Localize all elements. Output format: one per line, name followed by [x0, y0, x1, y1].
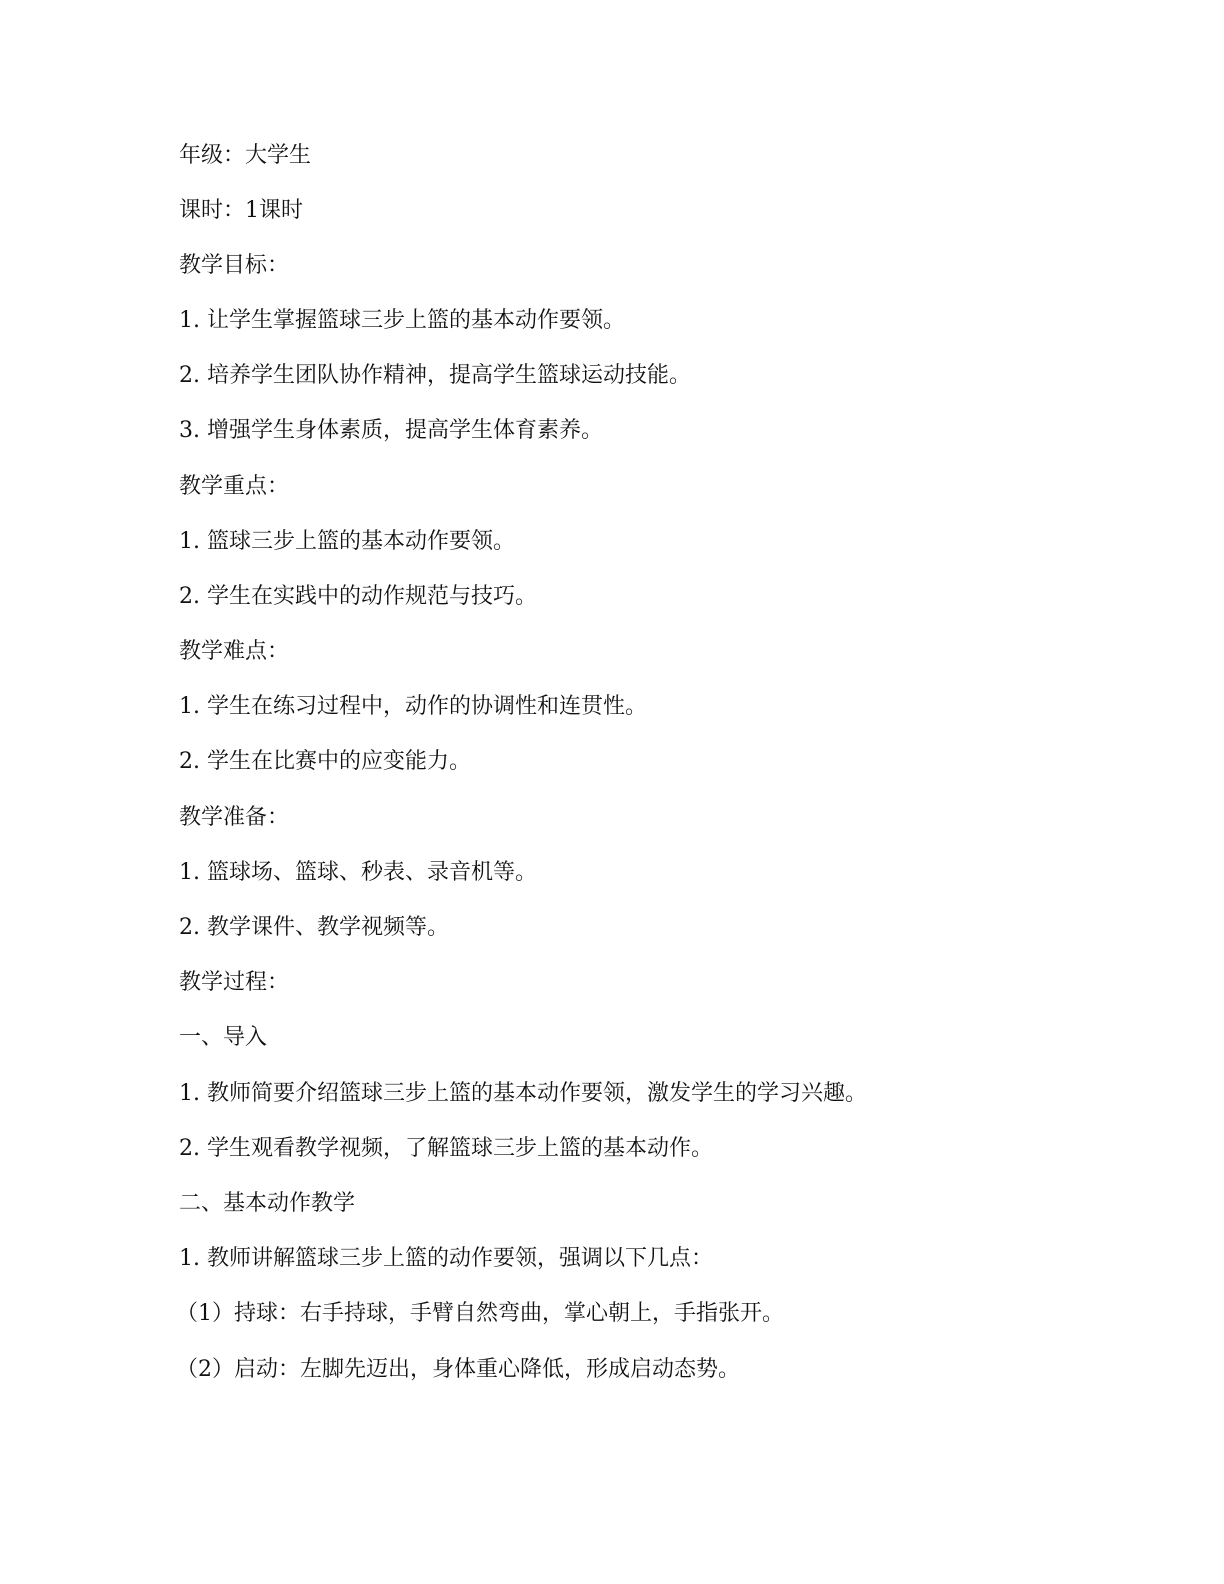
key-point-item: 2. 学生在实践中的动作规范与技巧。	[179, 584, 537, 609]
process-item: 2. 学生观看教学视频，了解篮球三步上篮的基本动作。	[179, 1136, 713, 1161]
process-heading: 教学过程：	[179, 970, 290, 995]
sub-point-item: （1）持球：右手持球，手臂自然弯曲，掌心朝上，手指张开。	[176, 1301, 784, 1326]
lesson-hours-line: 课时：1课时	[179, 198, 303, 223]
preparation-item: 1. 篮球场、篮球、秒表、录音机等。	[179, 860, 537, 885]
process-item: 1. 教师讲解篮球三步上篮的动作要领，强调以下几点：	[179, 1246, 713, 1271]
difficulties-heading: 教学难点：	[179, 639, 290, 664]
objectives-heading: 教学目标：	[179, 253, 290, 278]
preparation-item: 2. 教学课件、教学视频等。	[179, 915, 449, 940]
section-heading: 二、基本动作教学	[179, 1191, 356, 1216]
key-points-heading: 教学重点：	[179, 474, 290, 499]
objective-item: 2. 培养学生团队协作精神，提高学生篮球运动技能。	[179, 363, 691, 388]
sub-point-item: （2）启动：左脚先迈出，身体重心降低，形成启动态势。	[176, 1357, 740, 1382]
difficulty-item: 2. 学生在比赛中的应变能力。	[179, 749, 471, 774]
objective-item: 3. 增强学生身体素质，提高学生体育素养。	[179, 418, 603, 443]
preparation-heading: 教学准备：	[179, 805, 290, 830]
key-point-item: 1. 篮球三步上篮的基本动作要领。	[179, 529, 515, 554]
difficulty-item: 1. 学生在练习过程中，动作的协调性和连贯性。	[179, 694, 647, 719]
objective-item: 1. 让学生掌握篮球三步上篮的基本动作要领。	[179, 308, 625, 333]
grade-line: 年级：大学生	[179, 143, 312, 168]
process-item: 1. 教师简要介绍篮球三步上篮的基本动作要领，激发学生的学习兴趣。	[179, 1081, 867, 1106]
section-heading: 一、导入	[179, 1025, 268, 1050]
